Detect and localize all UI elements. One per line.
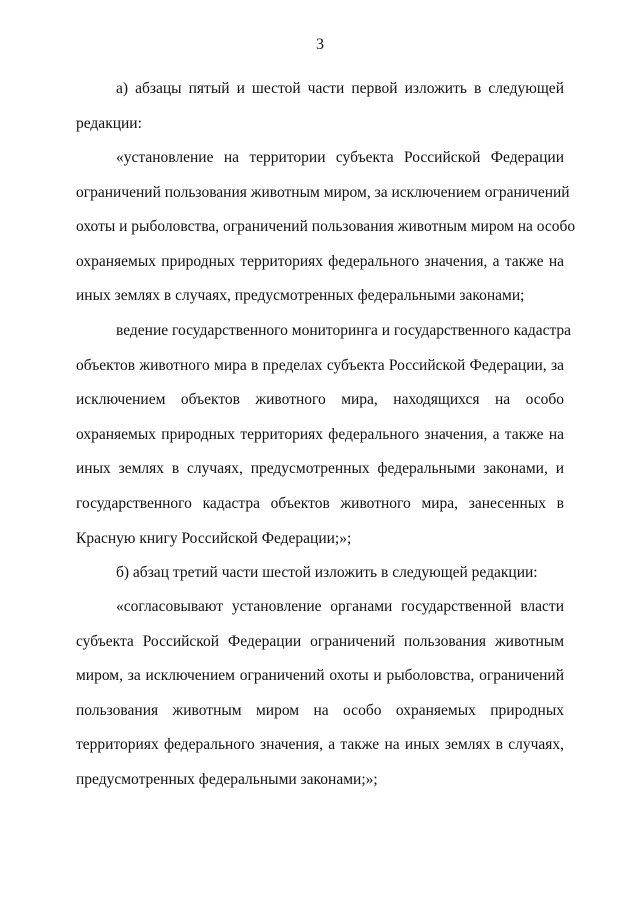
paragraph-line: б) абзац третий части шестой изложить в следующей редакции: xyxy=(116,564,538,581)
paragraph-line: территориях федерального значения, а также на иных землях в случаях, xyxy=(76,736,564,754)
paragraph-monitoring-cadastre xyxy=(76,314,572,556)
paragraph-line: редакции: xyxy=(76,114,142,132)
paragraph-amendment-a xyxy=(76,72,564,141)
paragraph-line: ограничений пользования животным миром, за исключением ограничений xyxy=(76,183,570,201)
paragraph-quoted-restrictions xyxy=(76,141,576,314)
paragraph-line: объектов животного мира в пределах субъекта Российской Федерации, за xyxy=(76,356,564,374)
paragraph-line: охоты и рыболовства, ограничений пользования животным миром на особо xyxy=(76,218,576,236)
paragraph-line: охраняемых природных территориях федерального значения, а также на xyxy=(76,425,564,443)
paragraph-line: государственного кадастра объектов животного мира, занесенных в xyxy=(76,494,564,512)
paragraph-line: субъекта Российской Федерации ограничений пользования животным xyxy=(76,632,564,650)
paragraph-line: пользования животным миром на особо охраняемых природных xyxy=(76,701,564,719)
paragraph-amendment-b xyxy=(76,556,564,591)
paragraph-line: миром, за исключением ограничений охоты и рыболовства, ограничений xyxy=(76,667,564,685)
paragraph-line: предусмотренных федеральными законами;»; xyxy=(76,770,378,788)
page-number: 3 xyxy=(316,36,324,53)
paragraph-line: иных землях в случаях, предусмотренных федеральными законами, и xyxy=(76,460,564,478)
paragraph-line: охраняемых природных территориях федерального значения, а также на xyxy=(76,252,564,270)
paragraph-line: «согласовывают установление органами государственной власти xyxy=(116,598,564,615)
paragraph-quoted-approval xyxy=(76,590,564,798)
paragraph-line: «установление на территории субъекта Российской Федерации xyxy=(116,149,564,166)
paragraph-line: а) абзацы пятый и шестой части первой изложить в следующей xyxy=(116,80,564,97)
paragraph-line: Красную книгу Российской Федерации;»; xyxy=(76,529,352,547)
paragraph-line: иных землях в случаях, предусмотренных федеральными законами; xyxy=(76,287,525,305)
paragraph-line: ведение государственного мониторинга и государственного кадастра xyxy=(116,322,572,339)
paragraph-line: исключением объектов животного мира, находящихся на особо xyxy=(76,391,564,409)
